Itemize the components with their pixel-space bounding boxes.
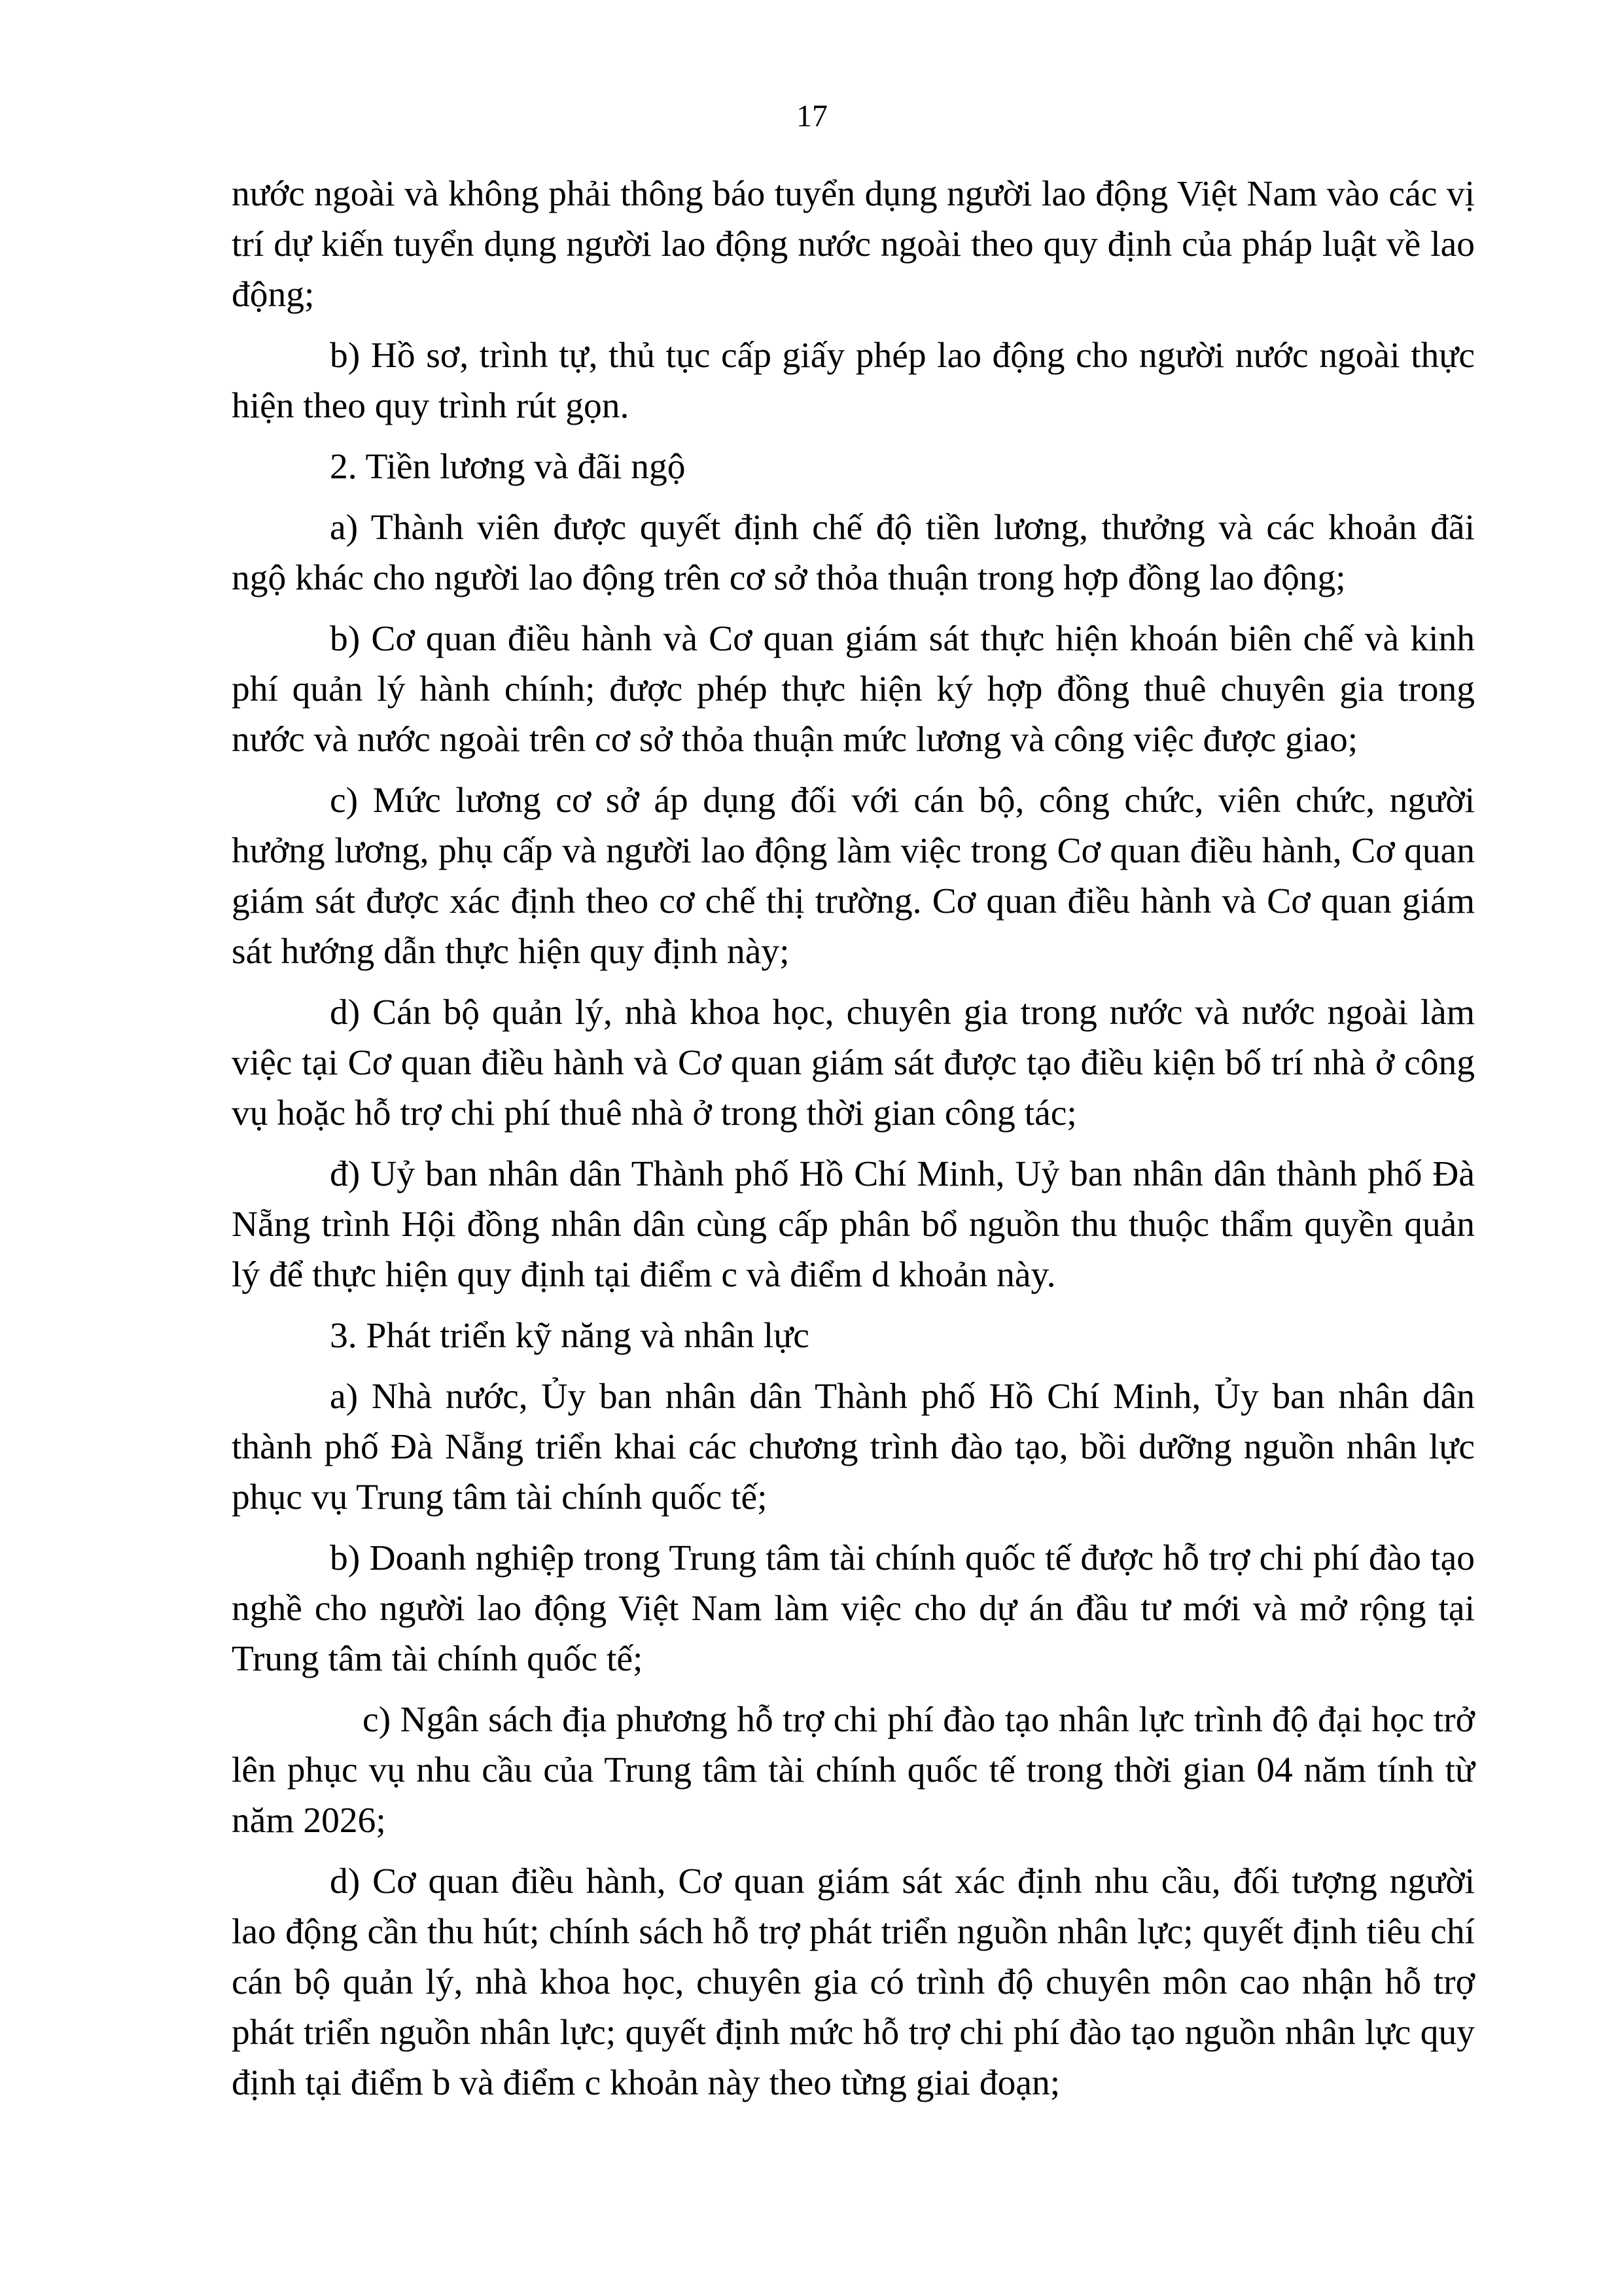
paragraph-2c: c) Mức lương cơ sở áp dụng đối với cán bộ, công chức, viên chức, người hưởng lương, phụ cấp và người lao động làm việc trong Cơ quan điều hành, Cơ quan giám sát được xác định theo cơ chế thị trường. Cơ quan điều hành và Cơ quan giám sát hướng dẫn thực hiện quy định này; bbox=[232, 781, 1475, 972]
paragraph-2a: a) Thành viên được quyết định chế độ tiền lương, thưởng và các khoản đãi ngộ khác cho người lao động trên cơ sở thỏa thuận trong hợp đồng lao động; bbox=[232, 508, 1475, 598]
paragraph-3c: c) Ngân sách địa phương hỗ trợ chi phí đào tạo nhân lực trình độ đại học trở lên phục vụ nhu cầu của Trung tâm tài chính quốc tế trong thời gian 04 năm tính từ năm 2026; bbox=[232, 1700, 1475, 1841]
paragraph-continuation: nước ngoài và không phải thông báo tuyển dụng người lao động Việt Nam vào các vị trí dự kiến tuyển dụng người lao động nước ngoài theo quy định của pháp luật về lao động; bbox=[232, 174, 1475, 315]
paragraph-3a: a) Nhà nước, Ủy ban nhân dân Thành phố Hồ Chí Minh, Ủy ban nhân dân thành phố Đà Nẵng triển khai các chương trình đào tạo, bồi dưỡng nguồn nhân lực phục vụ Trung tâm tài chính quốc tế; bbox=[232, 1377, 1475, 1517]
page-number: 17 bbox=[796, 99, 828, 133]
heading-item-3: 3. Phát triển kỹ năng và nhân lực bbox=[330, 1316, 809, 1356]
document-body bbox=[232, 169, 1475, 2119]
paragraph-1b: b) Hồ sơ, trình tự, thủ tục cấp giấy phép lao động cho người nước ngoài thực hiện theo quy trình rút gọn. bbox=[232, 336, 1475, 426]
paragraph-2d: d) Cán bộ quản lý, nhà khoa học, chuyên gia trong nước và nước ngoài làm việc tại Cơ quan điều hành và Cơ quan giám sát được tạo điều kiện bố trí nhà ở công vụ hoặc hỗ trợ chi phí thuê nhà ở trong thời gian công tác; bbox=[232, 993, 1475, 1133]
heading-item-2: 2. Tiền lương và đãi ngộ bbox=[330, 447, 686, 487]
paragraph-2b: b) Cơ quan điều hành và Cơ quan giám sát thực hiện khoán biên chế và kinh phí quản lý hành chính; được phép thực hiện ký hợp đồng thuê chuyên gia trong nước và nước ngoài trên cơ sở thỏa thuận mức lương và công việc được giao; bbox=[232, 619, 1475, 760]
paragraph-2dd: đ) Uỷ ban nhân dân Thành phố Hồ Chí Minh, Uỷ ban nhân dân thành phố Đà Nẵng trình Hội đồng nhân dân cùng cấp phân bổ nguồn thu thuộc thẩm quyền quản lý để thực hiện quy định tại điểm c và điểm d khoản này. bbox=[232, 1154, 1475, 1295]
paragraph-3d: d) Cơ quan điều hành, Cơ quan giám sát xác định nhu cầu, đối tượng người lao động cần thu hút; chính sách hỗ trợ phát triển nguồn nhân lực; quyết định tiêu chí cán bộ quản lý, nhà khoa học, chuyên gia có trình độ chuyên môn cao nhận hỗ trợ phát triển nguồn nhân lực; quyết định mức hỗ trợ chi phí đào tạo nguồn nhân lực quy định tại điểm b và điểm c khoản này theo từng giai đoạn; bbox=[232, 1862, 1475, 2103]
paragraph-3b: b) Doanh nghiệp trong Trung tâm tài chính quốc tế được hỗ trợ chi phí đào tạo nghề cho người lao động Việt Nam làm việc cho dự án đầu tư mới và mở rộng tại Trung tâm tài chính quốc tế; bbox=[232, 1538, 1475, 1679]
